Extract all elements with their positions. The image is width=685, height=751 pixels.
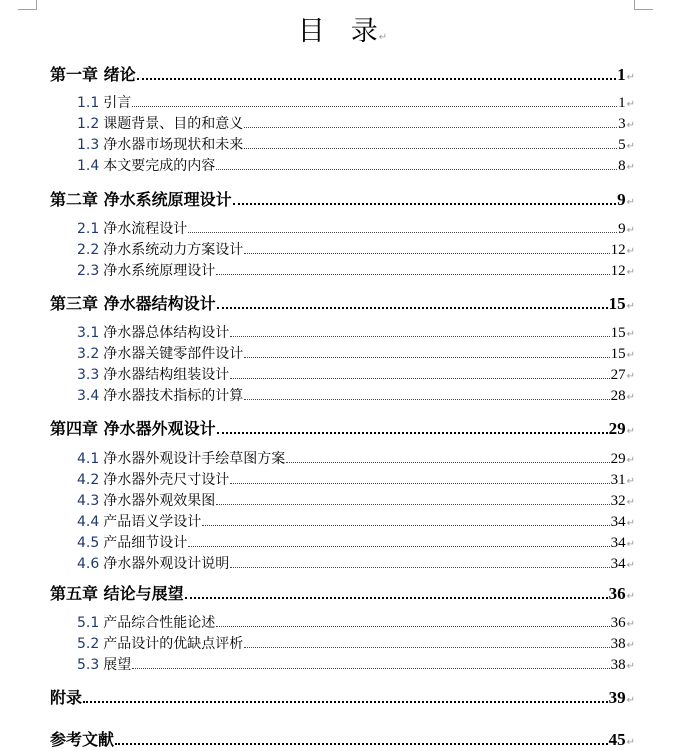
toc-section-entry[interactable] [77,553,635,573]
toc-section-entry[interactable] [77,612,635,632]
paragraph-mark-icon: ↵ [626,246,635,257]
toc-chapter-label: 第一章 绪论 [50,65,136,84]
paragraph-mark-icon: ↵ [626,99,635,110]
paragraph-mark-icon: ↵ [626,695,635,706]
paragraph-mark-icon: ↵ [626,329,635,340]
dot-leader [188,231,617,233]
dot-leader [230,566,609,568]
toc-section-entry[interactable] [77,113,635,133]
dot-leader [217,306,608,309]
toc-page-number: 3 [618,116,626,132]
paragraph-mark-icon: ↵ [626,72,635,83]
paragraph-mark-icon: ↵ [626,539,635,550]
toc-chapter-entry[interactable] [50,416,635,438]
dot-leader [188,545,609,547]
toc-page-number: 39 [608,688,626,707]
toc-chapter-label: 参考文献 [50,730,115,749]
dot-leader [244,356,609,358]
toc-chapter-label: 附录 [50,688,83,707]
toc-chapter-entry[interactable] [50,62,635,84]
toc-section-number: 1.2 [77,116,100,132]
toc-chapter-label: 第五章 结论与展望 [50,584,184,603]
dot-leader [233,202,617,205]
toc-page-number: 29 [608,419,626,438]
toc-section-number: 4.6 [77,556,100,572]
toc-section-number: 2.2 [77,242,100,258]
toc-page-number: 32 [610,493,626,509]
paragraph-mark-icon: ↵ [626,162,635,173]
toc-section-number: 2.3 [77,263,100,279]
toc-chapter-entry[interactable] [50,685,635,707]
paragraph-mark-icon: ↵ [626,392,635,403]
toc-section-number: 5.3 [77,657,100,673]
dot-leader [216,273,609,275]
toc-chapter-entry[interactable] [50,187,635,209]
toc-section-label: 本文要完成的内容 [103,158,216,174]
toc-section-entry[interactable] [77,92,635,112]
toc-page-number: 1 [617,65,626,84]
paragraph-mark-icon: ↵ [626,560,635,571]
toc-page-number: 31 [610,472,626,488]
toc-section-entry[interactable] [77,343,635,363]
dot-leader [217,431,608,434]
toc-title-char-1: 目 [297,16,325,47]
toc-section-label: 净水器技术指标的计算 [103,388,244,404]
toc-section-number: 5.1 [77,615,100,631]
toc-section-entry[interactable] [77,385,635,405]
toc-page-number: 12 [610,242,626,258]
toc-section-entry[interactable] [77,469,635,489]
toc-page-number: 38 [610,636,626,652]
page-corner-mark-top-left [18,0,37,10]
dot-leader [115,742,608,745]
toc-section-number: 4.1 [77,451,100,467]
toc-section-label: 净水器结构组装设计 [103,367,230,383]
paragraph-mark-icon: ↵ [626,426,635,437]
paragraph-mark-icon: ↵ [626,197,635,208]
toc-section-entry[interactable] [77,218,635,238]
toc-section-label: 净水器市场现状和未来 [103,137,244,153]
toc-section-number: 3.4 [77,388,100,404]
toc-section-number: 3.2 [77,346,100,362]
paragraph-mark-icon: ↵ [626,640,635,651]
toc-section-number: 5.2 [77,636,100,652]
toc-section-number: 4.4 [77,514,100,530]
toc-section-entry[interactable] [77,134,635,154]
paragraph-mark-icon: ↵ [626,141,635,152]
dot-leader [132,667,609,669]
toc-page-number: 27 [610,367,626,383]
toc-page-number: 36 [608,584,626,603]
toc-section-label: 净水器外观效果图 [103,493,216,509]
toc-section-number: 2.1 [77,221,100,237]
toc-section-label: 课题背景、目的和意义 [103,116,244,132]
paragraph-mark-icon: ↵ [626,661,635,672]
toc-section-entry[interactable] [77,448,635,468]
paragraph-mark-icon: ↵ [626,455,635,466]
paragraph-mark-icon: ↵ [626,619,635,630]
toc-section-label: 净水系统动力方案设计 [103,242,244,258]
toc-section-entry[interactable] [77,490,635,510]
toc-page-number: 5 [618,137,626,153]
toc-page-number: 9 [618,221,626,237]
toc-page-number: 12 [610,263,626,279]
toc-title [0,14,685,56]
toc-page-number: 36 [610,615,626,631]
toc-title-char-2: 录 [350,16,378,47]
dot-leader [230,377,609,379]
toc-section-entry[interactable] [77,654,635,674]
toc-page-number: 34 [610,535,626,551]
toc-page-number: 34 [610,556,626,572]
toc-chapter-entry[interactable] [50,291,635,313]
toc-section-label: 产品细节设计 [103,535,188,551]
toc-section-label: 净水器外观设计说明 [103,556,230,572]
toc-section-number: 3.1 [77,325,100,341]
toc-section-label: 净水系统原理设计 [103,263,216,279]
dot-leader [132,105,617,107]
toc-section-entry[interactable] [77,532,635,552]
toc-section-entry[interactable] [77,260,635,280]
toc-section-entry[interactable] [77,633,635,653]
toc-page-number: 34 [610,514,626,530]
paragraph-mark-icon: ↵ [626,518,635,529]
dot-leader [230,335,609,337]
toc-page-number: 9 [617,190,626,209]
toc-section-label: 净水器外观设计手绘草图方案 [103,451,286,467]
toc-section-label: 净水流程设计 [103,221,188,237]
toc-chapter-label: 第二章 净水系统原理设计 [50,190,232,209]
toc-section-label: 产品设计的优缺点评析 [103,636,244,652]
paragraph-mark-icon: ↵ [626,120,635,131]
toc-page-number: 29 [610,451,626,467]
toc-section-entry[interactable] [77,155,635,175]
toc-chapter-entry[interactable] [50,581,635,603]
dot-leader [244,126,617,128]
toc-page-number: 38 [610,657,626,673]
paragraph-mark-icon: ↵ [626,591,635,602]
toc-page-number: 28 [610,388,626,404]
toc-chapter-entry[interactable] [50,727,635,749]
dot-leader [216,503,609,505]
paragraph-mark-icon: ↵ [378,32,388,43]
dot-leader [244,398,609,400]
toc-section-label: 产品语义学设计 [103,514,202,530]
paragraph-mark-icon: ↵ [626,476,635,487]
paragraph-mark-icon: ↵ [626,225,635,236]
paragraph-mark-icon: ↵ [626,737,635,748]
dot-leader [137,77,617,80]
toc-section-entry[interactable] [77,364,635,384]
dot-leader [244,147,617,149]
toc-section-number: 3.3 [77,367,100,383]
dot-leader [202,524,609,526]
toc-section-label: 净水器总体结构设计 [103,325,230,341]
dot-leader [185,596,608,599]
dot-leader [244,252,609,254]
toc-section-number: 1.1 [77,95,100,111]
toc-section-number: 4.3 [77,493,100,509]
toc-section-label: 引言 [103,95,132,111]
paragraph-mark-icon: ↵ [626,497,635,508]
toc-section-entry[interactable] [77,322,635,342]
toc-section-label: 净水器关键零部件设计 [103,346,244,362]
dot-leader [230,482,609,484]
page-corner-mark-top-right [634,0,653,10]
dot-leader [216,625,609,627]
dot-leader [286,461,609,463]
toc-section-number: 4.5 [77,535,100,551]
toc-section-entry[interactable] [77,511,635,531]
dot-leader [244,646,609,648]
toc-section-number: 1.4 [77,158,100,174]
toc-section-number: 4.2 [77,472,100,488]
toc-page-number: 15 [610,325,626,341]
paragraph-mark-icon: ↵ [626,350,635,361]
toc-chapter-label: 第四章 净水器外观设计 [50,419,216,438]
toc-section-entry[interactable] [77,239,635,259]
paragraph-mark-icon: ↵ [626,267,635,278]
toc-page-number: 8 [618,158,626,174]
toc-page-number: 1 [618,95,626,111]
paragraph-mark-icon: ↵ [626,371,635,382]
toc-section-label: 展望 [103,657,132,673]
toc-page-number: 15 [608,294,626,313]
paragraph-mark-icon: ↵ [626,301,635,312]
toc-page-number: 45 [608,730,626,749]
dot-leader [83,700,608,703]
toc-chapter-label: 第三章 净水器结构设计 [50,294,216,313]
dot-leader [216,168,617,170]
toc-section-label: 净水器外壳尺寸设计 [103,472,230,488]
toc-section-label: 产品综合性能论述 [103,615,216,631]
toc-section-number: 1.3 [77,137,100,153]
toc-page-number: 15 [610,346,626,362]
